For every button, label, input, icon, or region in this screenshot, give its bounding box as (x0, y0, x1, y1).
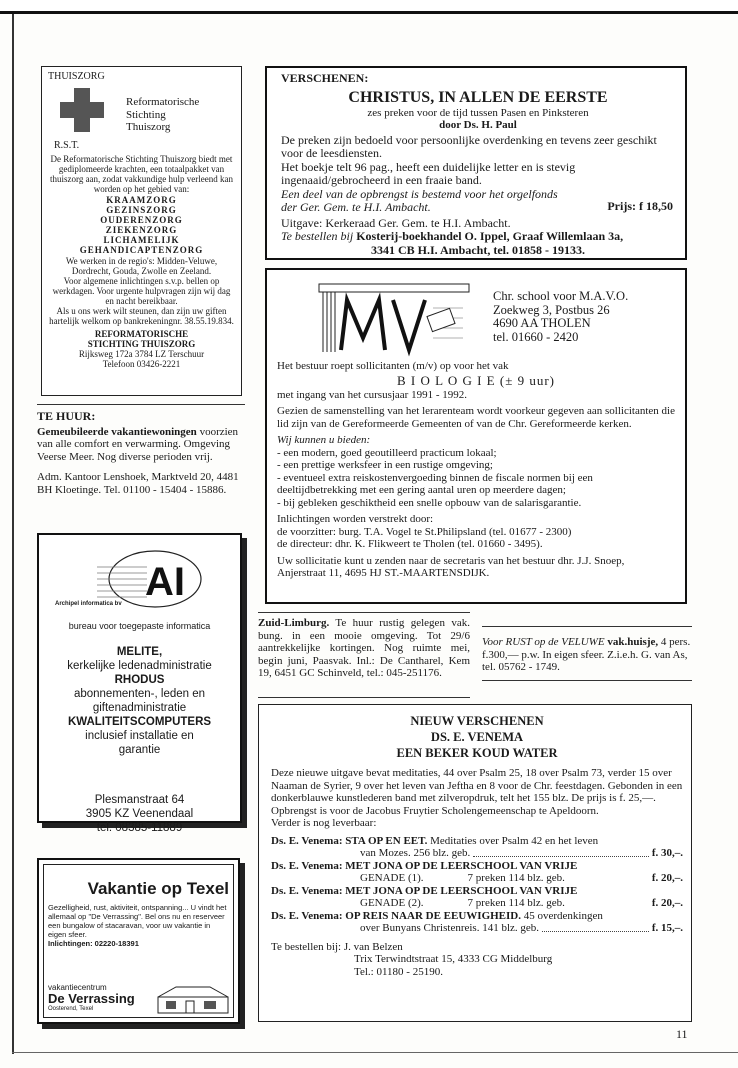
te-huur-text: Gemeubileerde vakantiewoningen voorzien van alle comfort en verwarming. Omgeving Veerse Meer. Nog diverse perioden vrij. (37, 425, 239, 463)
thuiszorg-footer-title: REFORMATORISCHE STICHTING THUISZORG (87, 329, 196, 349)
texel-info: Inlichtingen: 02220-18391 (48, 939, 139, 948)
mavo-offer-heading: Wij kunnen u bieden: (277, 434, 371, 446)
red-cross-icon (60, 88, 104, 132)
archipel-kwaliteit: KWALITEITSCOMPUTERS (67, 716, 212, 728)
thuiszorg-info: Voor algemene inlichtingen s.v.p. bellen op werkdagen. Voor urgente hulpvragen zijn wij dag en nacht bereikbaar. (52, 276, 231, 306)
texel-title: Vakantie op Texel (87, 879, 229, 898)
venema-order: Te bestellen bij: J. van Belzen (271, 940, 403, 953)
page-left-border (12, 14, 14, 1054)
thuiszorg-label: THUISZORG (48, 71, 105, 82)
archipel-rhodus-desc: abonnementen-, leden en giftenadministratie (73, 688, 206, 714)
texel-centre-name: De Verrassing (48, 991, 135, 1006)
page-bottom-border (12, 1052, 738, 1053)
te-huur-ad (37, 410, 245, 496)
venema-author: DS. E. VENEMA (430, 730, 524, 744)
archipel-ad (37, 533, 242, 834)
mavo-preference: Gezien de samenstelling van het lerarenteam wordt voorkeur gegeven aan sollicitanten die lid zijn van de Gereformeerde Gemeenten of van de Chr. Gereformeerde kerken. (277, 405, 675, 430)
archipel-city: 3905 KZ Veenendaal (85, 808, 194, 820)
te-huur-top-rule (37, 404, 245, 405)
archipel-kwaliteit-desc: inclusief installatie en garantie (85, 730, 194, 756)
verschenen-order-line2: 3341 CB H.I. Ambacht, tel. 01858 - 19133. (371, 242, 585, 257)
veluwe-top-rule (482, 626, 692, 627)
venema-heading: NIEUW VERSCHENEN (410, 714, 544, 728)
list-item: - eventueel extra reiskostenvergoeding binnen de fiscale normen bij een deeltijdbetrekking met een gering aantal uren op meerdere dagen; (277, 471, 593, 496)
venema-ad (258, 704, 692, 1022)
verschenen-title: CHRISTUS, IN ALLEN DE EERSTE (348, 88, 608, 106)
verschenen-p2: Het boekje telt 96 pag., heeft een duidelijke letter en is stevig ingenaaid/gebrocheerd in een fraaie band. (281, 159, 576, 187)
verschenen-price: Prijs: f 18,50 (607, 199, 673, 213)
page-top-border (0, 0, 738, 14)
mavo-info-heading: Inlichtingen worden verstrekt door: (277, 513, 434, 525)
verschenen-subtitle: zes preken voor de tijd tussen Pasen en Pinksteren (367, 106, 589, 119)
thuiszorg-org-name: Reformatorische Stichting Thuiszorg (126, 96, 200, 133)
archipel-tel: tel. 08385-11889 (96, 822, 183, 834)
bungalow-icon (156, 985, 230, 1015)
venema-address: Trix Terwindtstraat 15, 4333 CG Middelburg (354, 953, 553, 965)
list-item: - een modern, goed geoutilleerd practicum lokaal; (277, 446, 497, 459)
mavo-apply: Uw sollicitatie kunt u zenden naar de secretaris van het bestuur dhr. J.J. Snoep, Anjerstraat 11, 4695 HJ ST.-MAARTENSDIJK. (277, 554, 625, 579)
thuiszorg-regions: We werken in de regio's: Midden-Veluwe, Dordrecht, Gouda, Zwolle en Zeeland. (65, 256, 218, 276)
venema-phone: Tel.: 01180 - 25190. (354, 965, 443, 978)
veluwe-bottom-rule (482, 680, 692, 681)
list-item: Ds. E. Venema: STA OP EN EET. Meditaties over Psalm 42 en het leven van Mozes. 256 blz. geb. f. 30,–. (271, 834, 683, 859)
thuiszorg-intro: De Reformatorische Stichting Thuiszorg biedt met gediplomeerde krachten, een totaalpakket van thuiszorg aan, zodat vakkundige hulp verleend kan worden op het gebied van: (49, 154, 234, 194)
mavo-start: met ingang van het cursusjaar 1991 - 1992. (277, 388, 468, 401)
verschenen-ad (265, 66, 687, 260)
veluwe-ad: Voor RUST op de VELUWE vak.huisje, 4 pers. f.300,— p.w. In eigen sfeer. Z.i.e.h. G. van As, tel. 05762 - 1749. (482, 636, 691, 673)
limburg-ad: Zuid-Limburg. Te huur rustig gelegen vak. bung. in een mooie omgeving. Tot 29/6 aantrekkelijke kortingen. Nog ruimte mei, begin juni, Paasvak. Inl.: De Cantharel, Kem 19, 6451 GC Schinveld, tel.: 045-251176. (258, 617, 470, 679)
list-item: - bij gebleken geschiktheid een snelle opbouw van de salarisgarantie. (277, 496, 582, 509)
verschenen-publisher: Uitgave: Kerkeraad Ger. Gem. te H.I. Ambacht. (281, 215, 511, 230)
texel-body: Gezelligheid, rust, aktiviteit, ontspanning... U vindt het allemaal op "De Verrassing". Bel ons nu en reserveer een bungalow of stacaravan, voor uw vakantie in eigen sfeer. (48, 903, 227, 939)
mavo-school-address: Chr. school voor M.A.V.O. Zoekweg 3, Postbus 26 4690 AA THOLEN tel. 01660 - 2420 (493, 289, 629, 344)
archipel-melite: MELITE, (116, 646, 163, 658)
te-huur-contact: Adm. Kantoor Lenshoek, Marktveld 20, 4481 BH Kloetinge. Tel. 01100 - 15404 - 15886. (37, 471, 239, 496)
verschenen-p3: Een deel van de opbrengst is bestemd voor het orgelfonds der Ger. Gem. te H.I. Ambacht. (281, 186, 558, 214)
mavo-info-director: de directeur: dhr. K. Flikweert te Tholen (tel. 01660 - 3495). (277, 538, 543, 550)
limburg-bottom-rule (258, 697, 470, 698)
texel-ad (37, 858, 240, 1024)
archipel-tagline: bureau voor toegepaste informatica (68, 621, 211, 631)
mavo-logo-icon (313, 278, 473, 358)
archipel-small-name: Archipel informatica bv (55, 601, 122, 607)
verschenen-order: Te bestellen bij Kosterij-boekhandel O. Ippel, Graaf Willemlaan 3a, (281, 229, 624, 243)
thuiszorg-address: Rijksweg 172a 3784 LZ Terschuur (78, 349, 205, 359)
list-item: Ds. E. Venema: MET JONA OP DE LEERSCHOOL VAN VRIJE GENADE (1). 7 preken 114 blz. geb. f. 20,–. (271, 859, 683, 884)
te-huur-heading: TE HUUR: (37, 409, 96, 423)
limburg-top-rule (258, 612, 470, 613)
archipel-melite-desc: kerkelijke ledenadministratie (67, 660, 212, 672)
venema-also: Verder is nog leverbaar: (271, 817, 377, 829)
mavo-info-chair: de voorzitter: burg. T.A. Vogel te St.Philipsland (tel. 01677 - 2300) (277, 525, 572, 538)
thuiszorg-services: KRAAMZORG GEZINSZORG OUDERENZORG ZIEKENZORG LICHAMELIJK GEHANDICAPTENZORG (79, 195, 204, 255)
verschenen-p1: De preken zijn bedoeld voor persoonlijke overdenking en tevens zeer geschikt voor de leesdiensten. (281, 132, 657, 160)
venema-title: EEN BEKER KOUD WATER (396, 746, 558, 760)
thuiszorg-rst: R.S.T. (54, 140, 80, 151)
venema-body: Deze nieuwe uitgave bevat meditaties, 44 over Psalm 25, 18 over Psalm 73, verder 15 over Naaman de Syrier, 9 over het leven van Jeftha en 8 voor de Chr. feestdagen. Gebonden in een donkerblauwe kunstlederen band met zilveropdruk, telt het 155 blz. De prijs is f. 25,—. Opbrengst is voor de Jacobus Fruytier Scholengemeenschap te Apeldoorn. (271, 767, 683, 817)
archipel-logo-text: AI (145, 560, 185, 604)
list-item: - een prettige werksfeer in een rustige omgeving; (277, 459, 493, 471)
archipel-rhodus: RHODUS (114, 674, 165, 686)
verschenen-author: door Ds. H. Paul (439, 119, 517, 131)
verschenen-label: VERSCHENEN: (281, 71, 369, 85)
page-number: 11 (676, 1027, 688, 1041)
list-item: Ds. E. Venema: MET JONA OP DE LEERSCHOOL VAN VRIJE GENADE (2). 7 preken 114 blz. geb. f. 20,–. (271, 884, 683, 909)
thuiszorg-ad (41, 66, 242, 396)
texel-centre-place: Oosterend, Texel (48, 1006, 94, 1012)
mavo-subject: B I O L O G I E (± 9 uur) (396, 372, 555, 388)
mavo-call: Het bestuur roept sollicitanten (m/v) op voor het vak (277, 360, 509, 372)
venema-book-list (271, 835, 683, 935)
texel-centre-small: vakantiecentrum (48, 983, 107, 992)
archipel-street: Plesmanstraat 64 (94, 794, 185, 806)
thuiszorg-support: Als u ons werk wilt steunen, dan zijn uw giften hartelijk welkom op bankrekeningnr. 38.55.19.834. (49, 306, 234, 326)
list-item: Ds. E. Venema: OP REIS NAAR DE EEUWIGHEID. 45 overdenkingen over Bunyans Christenreis. 141 blz. geb. f. 15,–. (271, 909, 683, 934)
thuiszorg-phone: Telefoon 03426-2221 (102, 359, 181, 369)
mavo-offer-list (277, 447, 675, 510)
mavo-ad (265, 268, 687, 604)
